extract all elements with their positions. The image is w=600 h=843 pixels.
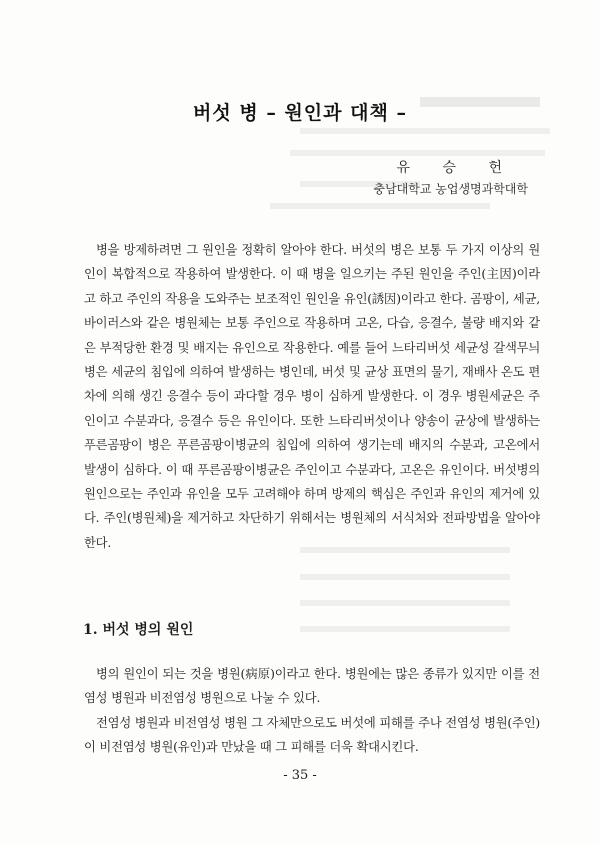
section-paragraph: 전염성 병원과 비전염성 병원 그 자체만으로도 버섯에 피해를 주나 전염성 병원(주인)이 비전염성 병원(유인)과 만났을 때 그 피해를 더욱 확대시킨다. (84, 716, 540, 755)
section-heading: 1. 버섯 병의 원인 (83, 622, 194, 638)
page-title: 버섯 병 – 원인과 대책 – (193, 102, 407, 124)
author-name: 유 승 헌 (396, 160, 516, 176)
intro-paragraph: 병을 방제하려면 그 원인을 정확히 알아야 한다. 버섯의 병은 보통 두 가지 이상의 원인이 복합적으로 작용하여 발생한다. 이 때 병을 일으키는 주된 원인을 주인(主因)이라고 하고 주인의 작용을 도와주는 보조적인 원인을 유인(誘因)이라고 한다. 곰팡이, 세균, 바이러스와 같은 병원체는 보통 주인으로 작용하며 고온, 다습, 응결수, 불량 배지와 같은 부적당한 환경 및 배지는 유인으로 작용한다. 예를 들어 느타리버섯 세균성 갈색무늬병은 세균의 침입에 의하여 발생하는 병인데, 버섯 및 균상 표면의 물기, 재배사 온도 편차에 의해 생긴 응결수 등이 과다할 경우 병이 심하게 발생한다. 이 경우 병원세균은 주인이고 수분과다, 응결수 등은 유인이다. 또한 느타리버섯이나 양송이 균상에 발생하는 푸른곰팡이 병은 푸른곰팡이병균의 침입에 의하여 생기는데 배지의 수분과, 고온에서 발생이 심하다. 이 때 푸른곰팡이병균은 주인이고 수분과다, 고온은 유인이다. 버섯병의 원인으로는 주인과 유인을 모두 고려해야 하며 방제의 핵심은 주인과 유인의 제거에 있다. 주인(병원체)을 제거하고 차단하기 위해서는 병원체의 서식처와 전파방법을 알아야 한다. (84, 243, 540, 550)
section-paragraph: 병의 원인이 되는 것을 병원(病原)이라고 한다. 병원에는 많은 종류가 있지만 이를 전염성 병원과 비전염성 병원으로 나눌 수 있다. (84, 667, 540, 706)
page-number: - 35 - (283, 768, 317, 783)
author-affiliation: 충남대학교 농업생명과학대학 (373, 182, 528, 196)
